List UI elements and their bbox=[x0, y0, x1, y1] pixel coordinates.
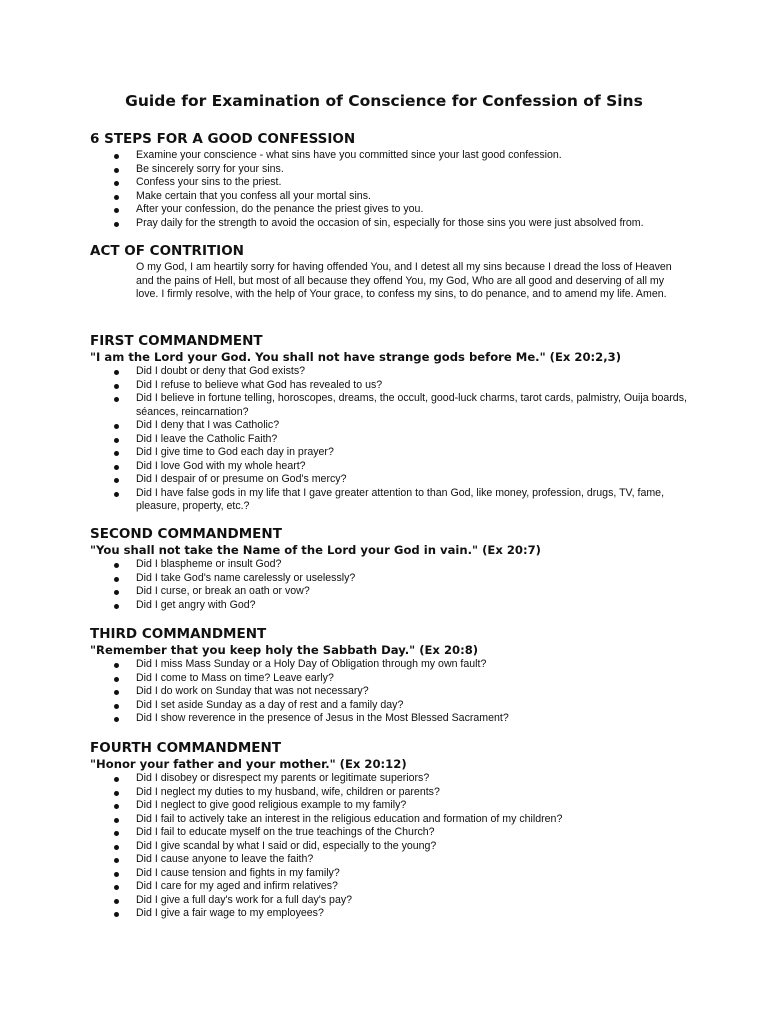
bullet-icon bbox=[114, 791, 119, 796]
bullet-icon bbox=[114, 154, 119, 159]
list-item-text: Did I cause tension and fights in my family? bbox=[136, 866, 340, 879]
second-commandment-list bbox=[0, 558, 696, 612]
list-item bbox=[0, 572, 696, 586]
bullet-icon bbox=[114, 717, 119, 722]
bullet-icon bbox=[114, 370, 119, 375]
list-item-text: Did I deny that I was Catholic? bbox=[136, 419, 280, 431]
list-item bbox=[0, 203, 696, 217]
list-item bbox=[0, 487, 696, 514]
list-item-text: After your confession, do the penance the priest gives to you. bbox=[136, 203, 424, 215]
bullet-icon bbox=[114, 677, 119, 682]
list-item-text: Make certain that you confess all your mortal sins. bbox=[136, 189, 371, 202]
list-item-text: Did I despair of or presume on God's mercy? bbox=[136, 473, 347, 485]
contrition-text: O my God, I am heartily sorry for having offended You, and I detest all my sins because I dread the loss of Heaven and the pains of Hell, but most of all because they offend You, my God, Who are all good and deserving of all my love. I firmly resolve, with the help of Your grace, to confess my sins, to do penance, and to amend my life. Amen. bbox=[136, 261, 672, 300]
list-item bbox=[0, 558, 696, 572]
fourth-commandment-quote: "Honor your father and your mother." (Ex 20:12) bbox=[90, 757, 407, 771]
list-item-text: Did I take God's name carelessly or uselessly? bbox=[136, 571, 356, 584]
list-item-text: Examine your conscience - what sins have you committed since your last good confession. bbox=[136, 149, 562, 161]
list-item bbox=[0, 392, 696, 419]
list-item bbox=[0, 840, 696, 854]
bullet-icon bbox=[114, 912, 119, 917]
list-item-text: Did I get angry with God? bbox=[136, 598, 256, 611]
list-item bbox=[0, 585, 696, 599]
list-item-text: Did I care for my aged and infirm relatives? bbox=[136, 880, 338, 892]
list-item-text: Did I doubt or deny that God exists? bbox=[136, 365, 306, 377]
bullet-icon bbox=[114, 577, 119, 582]
list-item-text: Did I give time to God each day in prayer? bbox=[136, 446, 334, 458]
list-item bbox=[0, 813, 696, 827]
bullet-icon bbox=[114, 777, 119, 782]
list-item-text: Did I fail to actively take an interest in the religious education and formation of my children? bbox=[136, 812, 563, 825]
list-item-text: Be sincerely sorry for your sins. bbox=[136, 162, 284, 175]
bullet-icon bbox=[114, 604, 119, 609]
list-item-text: Did I give a full day's work for a full day's pay? bbox=[136, 893, 353, 906]
list-item-text: Did I leave the Catholic Faith? bbox=[136, 432, 278, 445]
bullet-icon bbox=[114, 478, 119, 483]
list-item-text: Did I set aside Sunday as a day of rest and a family day? bbox=[136, 698, 404, 711]
list-item bbox=[0, 907, 696, 921]
bullet-icon bbox=[114, 885, 119, 890]
first-commandment-heading: FIRST COMMANDMENT bbox=[90, 333, 263, 349]
list-item bbox=[0, 799, 696, 813]
list-item bbox=[0, 460, 696, 474]
list-item-text: Did I give scandal by what I said or did, especially to the young? bbox=[136, 839, 437, 852]
bullet-icon bbox=[114, 831, 119, 836]
bullet-icon bbox=[114, 465, 119, 470]
bullet-icon bbox=[114, 858, 119, 863]
fourth-commandment-heading: FOURTH COMMANDMENT bbox=[90, 740, 282, 756]
bullet-icon bbox=[114, 208, 119, 213]
bullet-icon bbox=[114, 438, 119, 443]
list-item bbox=[0, 599, 696, 613]
list-item-text: Did I do work on Sunday that was not necessary? bbox=[136, 685, 369, 697]
bullet-icon bbox=[114, 168, 119, 173]
list-item bbox=[0, 853, 696, 867]
bullet-icon bbox=[114, 424, 119, 429]
list-item bbox=[0, 163, 696, 177]
fourth-commandment-list bbox=[0, 772, 696, 921]
bullet-icon bbox=[114, 590, 119, 595]
list-item bbox=[0, 365, 696, 379]
list-item-text: Did I curse, or break an oath or vow? bbox=[136, 585, 310, 597]
list-item-text: Did I believe in fortune telling, horoscopes, dreams, the occult, good-luck charms, tarot cards, palmistry, Ouija boards, séances, reincarnation? bbox=[136, 392, 687, 418]
third-commandment-quote: "Remember that you keep holy the Sabbath Day." (Ex 20:8) bbox=[90, 643, 479, 657]
second-commandment-quote: "You shall not take the Name of the Lord your God in vain." (Ex 20:7) bbox=[90, 543, 541, 557]
list-item bbox=[0, 190, 696, 204]
bullet-icon bbox=[114, 492, 119, 497]
list-item-text: Did I miss Mass Sunday or a Holy Day of Obligation through my own fault? bbox=[136, 658, 487, 670]
list-item bbox=[0, 786, 696, 800]
document-title: Guide for Examination of Conscience for Confession of Sins bbox=[125, 92, 643, 110]
list-item bbox=[0, 699, 696, 713]
list-item bbox=[0, 658, 696, 672]
list-item bbox=[0, 149, 696, 163]
bullet-icon bbox=[114, 181, 119, 186]
list-item bbox=[0, 419, 696, 433]
list-item-text: Did I refuse to believe what God has revealed to us? bbox=[136, 378, 383, 391]
list-item bbox=[0, 433, 696, 447]
list-item bbox=[0, 712, 696, 726]
bullet-icon bbox=[114, 818, 119, 823]
list-item bbox=[0, 379, 696, 393]
list-item-text: Did I fail to educate myself on the true teachings of the Church? bbox=[136, 826, 435, 838]
bullet-icon bbox=[114, 451, 119, 456]
bullet-icon bbox=[114, 397, 119, 402]
bullet-icon bbox=[114, 845, 119, 850]
list-item bbox=[0, 894, 696, 908]
list-item-text: Did I show reverence in the presence of Jesus in the Most Blessed Sacrament? bbox=[136, 712, 509, 724]
list-item bbox=[0, 826, 696, 840]
list-item bbox=[0, 880, 696, 894]
bullet-icon bbox=[114, 872, 119, 877]
bullet-icon bbox=[114, 563, 119, 568]
list-item-text: Did I give a fair wage to my employees? bbox=[136, 907, 324, 919]
list-item bbox=[0, 867, 696, 881]
first-commandment-list bbox=[0, 365, 696, 514]
first-commandment-quote: "I am the Lord your God. You shall not have strange gods before Me." (Ex 20:2,3) bbox=[90, 350, 622, 364]
bullet-icon bbox=[114, 384, 119, 389]
list-item bbox=[0, 772, 696, 786]
list-item-text: Confess your sins to the priest. bbox=[136, 176, 282, 188]
second-commandment-heading: SECOND COMMANDMENT bbox=[90, 526, 282, 542]
bullet-icon bbox=[114, 222, 119, 227]
list-item bbox=[0, 473, 696, 487]
list-item-text: Did I have false gods in my life that I gave greater attention to than God, like money, profession, drugs, TV, fame, pleasure, property, etc.? bbox=[136, 486, 665, 512]
bullet-icon bbox=[114, 690, 119, 695]
contrition-heading: ACT OF CONTRITION bbox=[90, 243, 244, 259]
third-commandment-list bbox=[0, 658, 696, 726]
list-item-text: Did I neglect to give good religious example to my family? bbox=[136, 799, 407, 811]
list-item bbox=[0, 176, 696, 190]
list-item-text: Did I neglect my duties to my husband, wife, children or parents? bbox=[136, 785, 440, 798]
third-commandment-heading: THIRD COMMANDMENT bbox=[90, 626, 267, 642]
list-item-text: Did I blaspheme or insult God? bbox=[136, 558, 282, 570]
bullet-icon bbox=[114, 663, 119, 668]
bullet-icon bbox=[114, 195, 119, 200]
list-item-text: Did I cause anyone to leave the faith? bbox=[136, 853, 314, 865]
list-item bbox=[0, 217, 696, 231]
list-item-text: Did I love God with my whole heart? bbox=[136, 459, 306, 472]
steps-list bbox=[0, 149, 696, 230]
bullet-icon bbox=[114, 804, 119, 809]
list-item bbox=[0, 672, 696, 686]
list-item-text: Pray daily for the strength to avoid the occasion of sin, especially for those sins you were just absolved from. bbox=[136, 216, 644, 229]
list-item bbox=[0, 685, 696, 699]
list-item-text: Did I come to Mass on time? Leave early? bbox=[136, 671, 334, 684]
bullet-icon bbox=[114, 704, 119, 709]
list-item-text: Did I disobey or disrespect my parents or legitimate superiors? bbox=[136, 772, 430, 784]
list-item bbox=[0, 446, 696, 460]
steps-heading: 6 STEPS FOR A GOOD CONFESSION bbox=[90, 131, 356, 147]
bullet-icon bbox=[114, 899, 119, 904]
